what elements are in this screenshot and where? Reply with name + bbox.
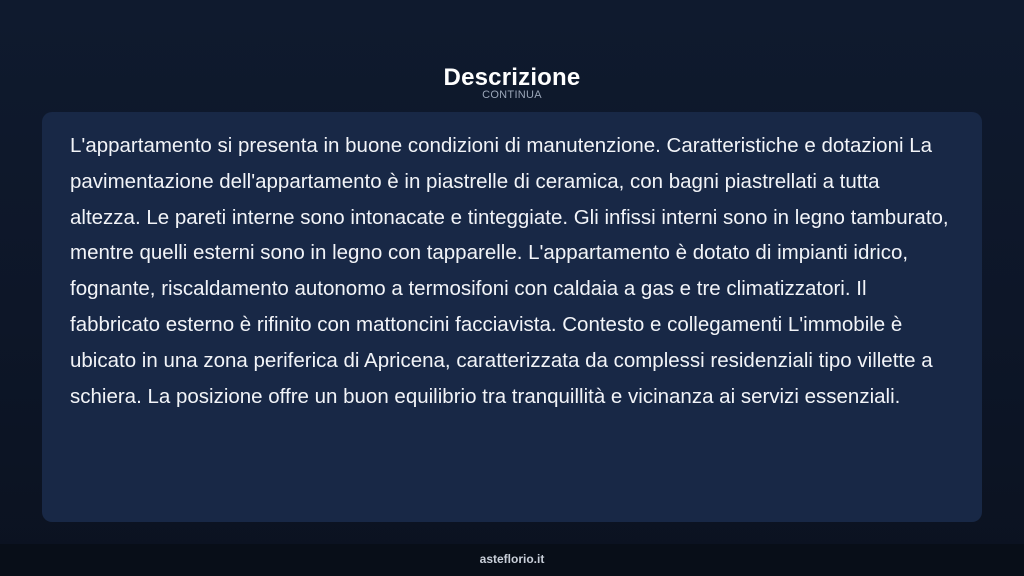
description-card (42, 112, 982, 522)
description-text: L'appartamento si presenta in buone condizioni di manutenzione. Caratteristiche e dotazioni La pavimentazione dell'appartamento è in piastrelle di ceramica, con bagni piastrellati a tutta altezza. Le pareti interne sono intonacate e tinteggiate. Gli infissi interni sono in legno tamburato, mentre quelli esterni sono in legno con tapparelle. L'appartamento è dotato di impianti idrico, fognante, riscaldamento autonomo a termosifoni con caldaia a gas e tre climatizzatori. Il fabbricato esterno è rifinito con mattoncini facciavista. Contesto e collegamenti L'immobile è ubicato in una zona periferica di Apricena, caratterizzata da complessi residenziali tipo villette a schiera. La posizione offre un buon equilibrio tra tranquillità e vicinanza ai servizi essenziali. (70, 134, 949, 408)
page-title: Descrizione (443, 64, 581, 92)
footer-bar (0, 544, 1024, 576)
continue-link[interactable]: CONTINUA (482, 89, 542, 101)
footer-brand[interactable]: asteflorio.it (479, 552, 545, 566)
